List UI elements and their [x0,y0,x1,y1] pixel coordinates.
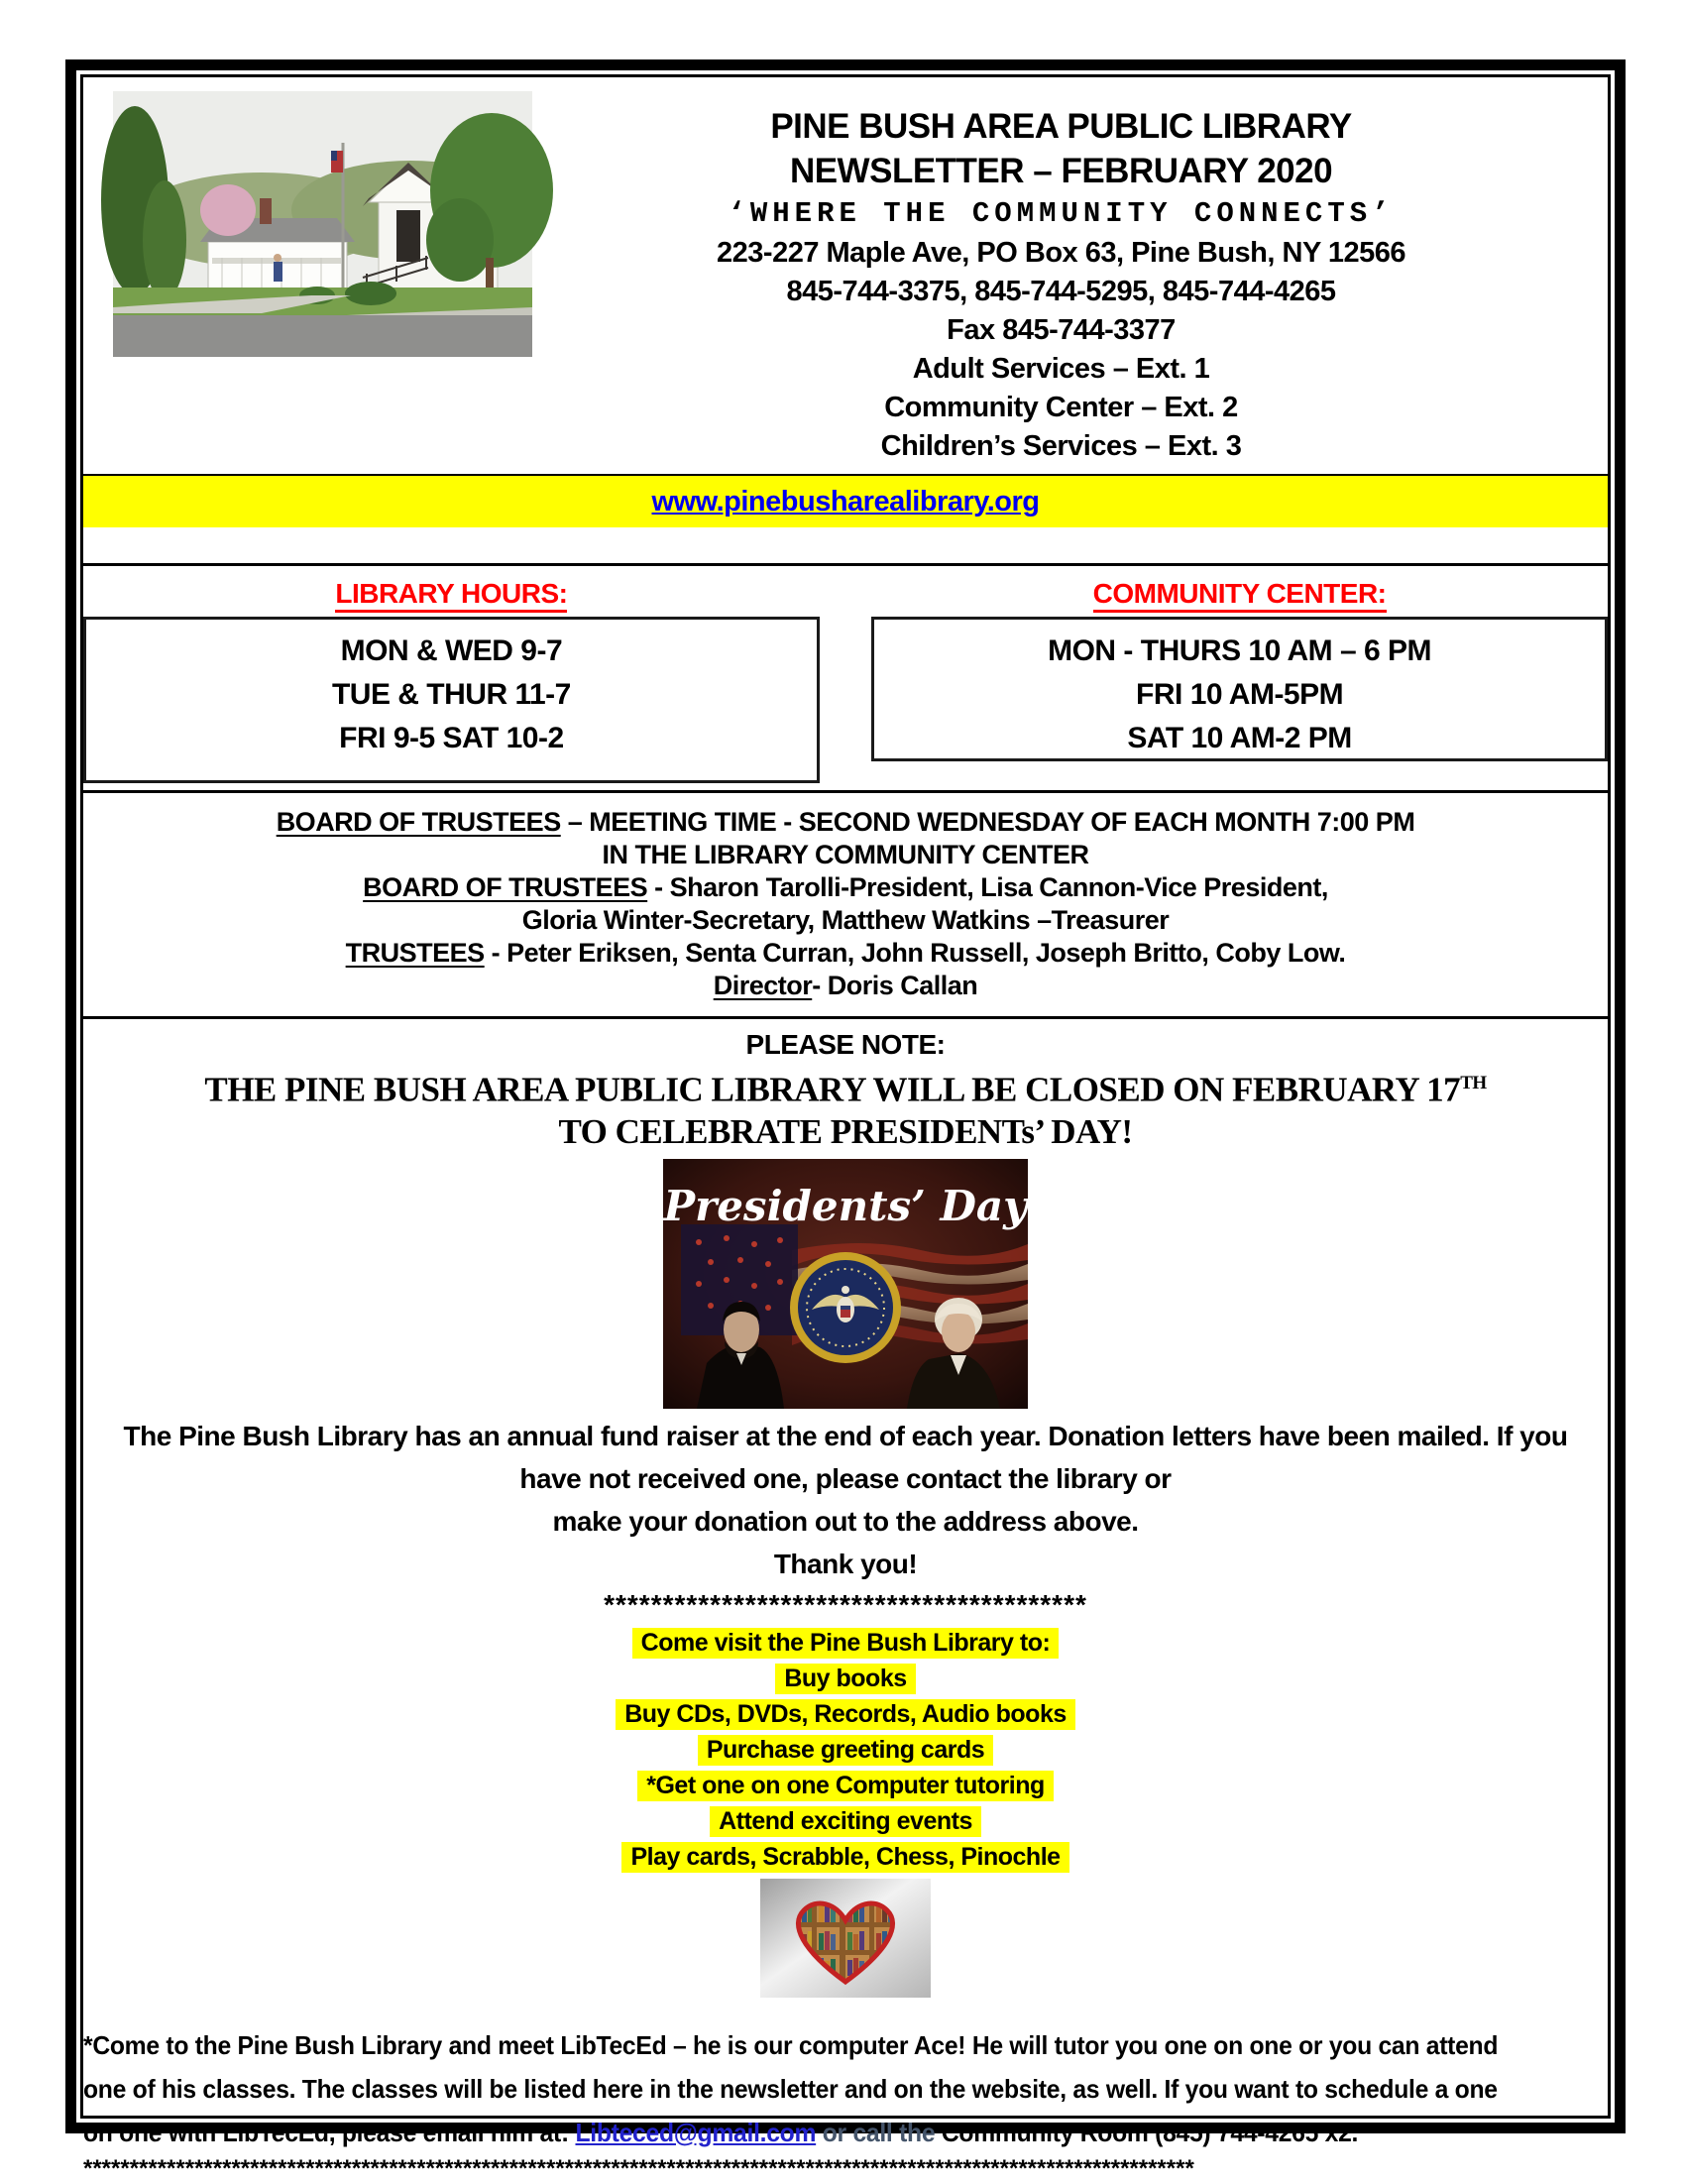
visit-list [83,1627,1608,1877]
library-hours-heading: LIBRARY HOURS: [83,578,820,610]
board-of-trustees-section [83,790,1608,1019]
libteced-line: *Come to the Pine Bush Library and meet LibTecEd – he is our computer Ace! He will tutor you one on one or you can attend [83,2029,1499,2060]
visit-item: *Get one on one Computer tutoring [83,1770,1608,1805]
trustees-meeting-line: BOARD OF TRUSTEES – MEETING TIME - SECOND WEDNESDAY OF EACH MONTH 7:00 PM [276,807,1415,837]
fundraiser-line: make your donation out to the address above. [552,1505,1139,1537]
community-center-heading: COMMUNITY CENTER: [871,578,1608,610]
please-note-heading: PLEASE NOTE: [745,1029,946,1060]
community-center-ext: Community Center – Ext. 2 [884,392,1238,423]
library-hours-line: MON & WED 9-7 [340,634,563,667]
bottom-asterisk-divider: ************************************************************************************************************************ [83,2154,1194,2182]
website-link[interactable]: www.pinebusharealibrary.org [651,485,1040,517]
visit-item: Buy CDs, DVDs, Records, Audio books [83,1698,1608,1734]
library-title: PINE BUSH AREA PUBLIC LIBRARY [770,107,1352,146]
hours-section [83,566,1608,783]
trustees-location-line: IN THE LIBRARY COMMUNITY CENTER [602,840,1089,869]
newsletter-subtitle: NEWSLETTER – FEBRUARY 2020 [789,152,1333,190]
page-content [80,74,1611,2182]
community-center-box [871,617,1608,761]
fax-line: Fax 845-744-3377 [947,314,1176,346]
header [83,77,1608,466]
presidents-day-caption-text: Presidents’ Day [663,1181,1028,1230]
libteced-paragraph [83,2023,1608,2154]
community-center-column [871,574,1608,783]
community-hours-line: MON - THURS 10 AM – 6 PM [1048,634,1432,667]
library-hours-box [83,617,820,783]
trustees-officers-line: BOARD OF TRUSTEES - Sharon Tarolli-President, Lisa Cannon-Vice President, [363,872,1328,902]
trustees-officers-line-2: Gloria Winter-Secretary, Matthew Watkins –Treasurer [521,905,1170,935]
fundraiser-section [83,1415,1608,1625]
asterisk-divider: ***************************************** [604,1588,1087,1620]
presidents-day-image [663,1159,1028,1409]
website-highlight-strip [83,476,1608,527]
libteced-line: one of his classes. The classes will be listed here in the newsletter and on the website, as well. If you want to schedule a one [83,2073,1498,2104]
visit-item: Play cards, Scrabble, Chess, Pinochle [83,1841,1608,1877]
fundraiser-line: have not received one, please contact the library or [519,1462,1172,1494]
address-line: 223-227 Maple Ave, PO Box 63, Pine Bush, NY 12566 [717,237,1405,269]
community-hours-line: SAT 10 AM-2 PM [1127,722,1352,754]
adult-services-ext: Adult Services – Ext. 1 [912,353,1210,385]
header-text-block [532,91,1590,466]
library-hours-line: FRI 9-5 SAT 10-2 [339,722,564,754]
visit-item: Attend exciting events [83,1805,1608,1841]
website-banner-gap [83,527,1608,563]
libteced-email-link[interactable]: Libteced@gmail.com [575,2117,817,2147]
community-hours-line: FRI 10 AM-5PM [1136,678,1344,711]
director-line: Director- Doris Callan [713,971,978,1000]
page-border-frame [65,59,1626,2182]
visit-item: Purchase greeting cards [83,1734,1608,1770]
phone-line: 845-744-3375, 845-744-5295, 845-744-4265 [786,276,1336,307]
library-building-photo [113,91,532,357]
visit-item: Come visit the Pine Bush Library to: [83,1627,1608,1663]
trustees-members-line: TRUSTEES - Peter Eriksen, Senta Curran, John Russell, Joseph Britto, Coby Low. [345,938,1346,968]
fundraiser-line: The Pine Bush Library has an annual fund raiser at the end of each year. Donation letters have been mailed. If you [123,1420,1568,1451]
celebrate-notice-line: TO CELEBRATE PRESIDENTs’ DAY! [558,1111,1133,1151]
library-hours-column [83,574,820,783]
libteced-line: on one with LibTecEd, please email him at: Libteced@gmail.com or call the Community Room (845) 744-4265 x2. [83,2117,1359,2147]
presidential-seal [790,1252,901,1363]
library-photo-illustration [113,91,532,357]
fundraiser-thanks: Thank you! [773,1548,918,1579]
library-hours-line: TUE & THUR 11-7 [331,678,571,711]
motto: ‘WHERE THE COMMUNITY CONNECTS’ [728,197,1395,230]
website-banner [83,474,1608,566]
visit-item: Buy books [83,1663,1608,1698]
heart-bookshelf-image [760,1879,931,1998]
closed-notice-line: THE PINE BUSH AREA PUBLIC LIBRARY WILL BE CLOSED ON FEBRUARY 17TH [204,1070,1487,1109]
childrens-services-ext: Children’s Services – Ext. 3 [880,430,1242,462]
